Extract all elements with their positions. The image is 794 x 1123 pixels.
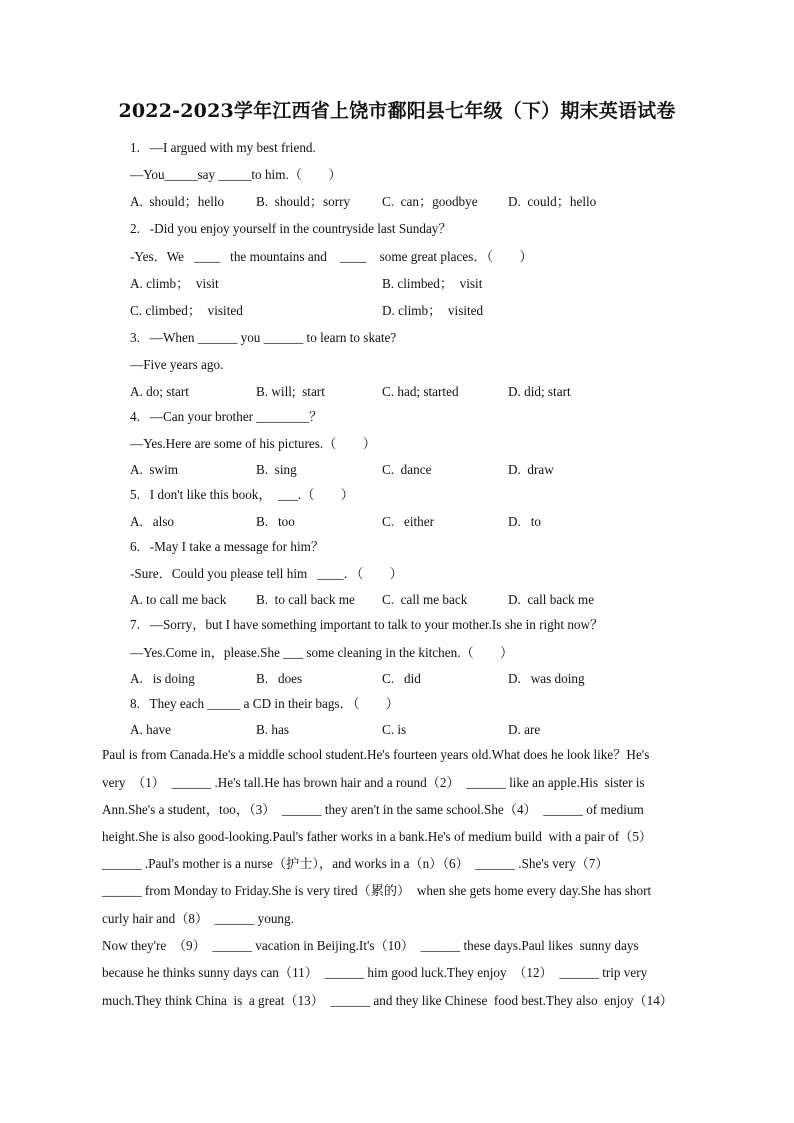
question-2-option-b: B. climbed； visit [382,276,483,291]
question-8-option-d: D. are [508,722,541,737]
question-4-option-a: A. swim [130,462,178,477]
question-1-option-d: D. could；hello [508,194,597,209]
passage-line: Now they're （9） ______ vacation in Beijing.It's（10） ______ these days.Paul likes sunny days [102,938,639,953]
question-4-option-b: B. sing [256,462,297,477]
passage-line: ______ .Paul's mother is a nurse（护士），and works in a（n）（6） ______ .She's very（7） [102,856,609,871]
passage-line: height.She is also good-looking.Paul's father works in a bank.He's of medium build with a pair of（5） [102,829,653,844]
question-4-stem: 4. —Can your brother ________？ [130,409,323,424]
question-6-option-d: D. call back me [508,592,595,607]
question-7-option-d: D. was doing [508,671,585,686]
question-6-option-b: B. to call back me [256,592,355,607]
passage-line: Paul is from Canada.He's a middle school student.He's fourteen years old.What does he look like？He's [102,747,650,762]
question-5-option-d: D. to [508,514,541,529]
question-3-option-c: C. had; started [382,384,459,399]
question-8-stem: 8. They each _____ a CD in their bags．（ ） [130,696,399,711]
question-2-stem: 2. -Did you enjoy yourself in the countryside last Sunday？ [130,221,452,236]
question-3-option-d: D. did; start [508,384,571,399]
question-2-option-a: A. climb； visit [130,276,219,291]
question-1-option-b: B. should；sorry [256,194,351,209]
question-4-line: —Yes.Here are some of his pictures.（ ） [130,436,376,451]
question-5-stem: 5. I don't like this book， ___.（ ） [130,487,354,502]
question-3-option-b: B. will; start [256,384,325,399]
passage-line: very （1） ______ .He's tall.He has brown hair and a round（2） ______ like an apple.His sister is [102,775,645,790]
passage-line: Ann.She's a student，too，（3） ______ they aren't in the same school.She（4） ______ of medium [102,802,644,817]
question-2-line: -Yes．We ____ the mountains and ____ some great places．（ ） [130,249,533,264]
question-3-option-a: A. do; start [130,384,189,399]
page-title: 2022-2023学年江西省上饶市鄱阳县七年级（下）期末英语试卷 [118,100,676,122]
passage-line: much.They think China is a great（13） ______ and they like Chinese food best.They also enjoy（14） [102,993,673,1008]
question-4-option-d: D. draw [508,462,554,477]
question-1-option-c: C. can；goodbye [382,194,478,209]
question-7-option-b: B. does [256,671,303,686]
question-4-option-c: C. dance [382,462,432,477]
passage-line: curly hair and（8） ______ young. [102,911,294,926]
question-5-option-a: A. also [130,514,174,529]
question-6-line: -Sure．Could you please tell him ____．（ ） [130,566,403,581]
question-3-stem: 3. —When ______ you ______ to learn to skate? [130,330,397,345]
question-8-option-a: A. have [130,722,172,737]
question-6-option-c: C. call me back [382,592,468,607]
question-7-option-a: A. is doing [130,671,195,686]
question-2-option-d: D. climb； visited [382,303,484,318]
question-3-line: —Five years ago. [130,357,224,372]
question-1-option-a: A. should；hello [130,194,225,209]
question-6-option-a: A. to call me back [130,592,227,607]
question-2-option-c: C. climbed； visited [130,303,243,318]
question-8-option-b: B. has [256,722,289,737]
passage-line: ______ from Monday to Friday.She is very tired（累的） when she gets home every day.She has short [102,883,652,898]
question-6-stem: 6. -May I take a message for him？ [130,539,325,554]
question-5-option-c: C. either [382,514,435,529]
question-1-line: —You_____say _____to him.（ ） [130,167,342,182]
question-7-line: —Yes.Come in，please.She ___ some cleaning in the kitchen.（ ） [130,645,514,660]
question-5-option-b: B. too [256,514,295,529]
passage-line: because he thinks sunny days can（11） ______ him good luck.They enjoy （12） ______ trip very [102,965,648,980]
question-7-option-c: C. did [382,671,421,686]
question-8-option-c: C. is [382,722,407,737]
question-1-stem: 1. —I argued with my best friend. [130,140,316,155]
question-7-stem: 7. —Sorry，but I have something important to talk to your mother.Is she in right now？ [130,617,604,632]
